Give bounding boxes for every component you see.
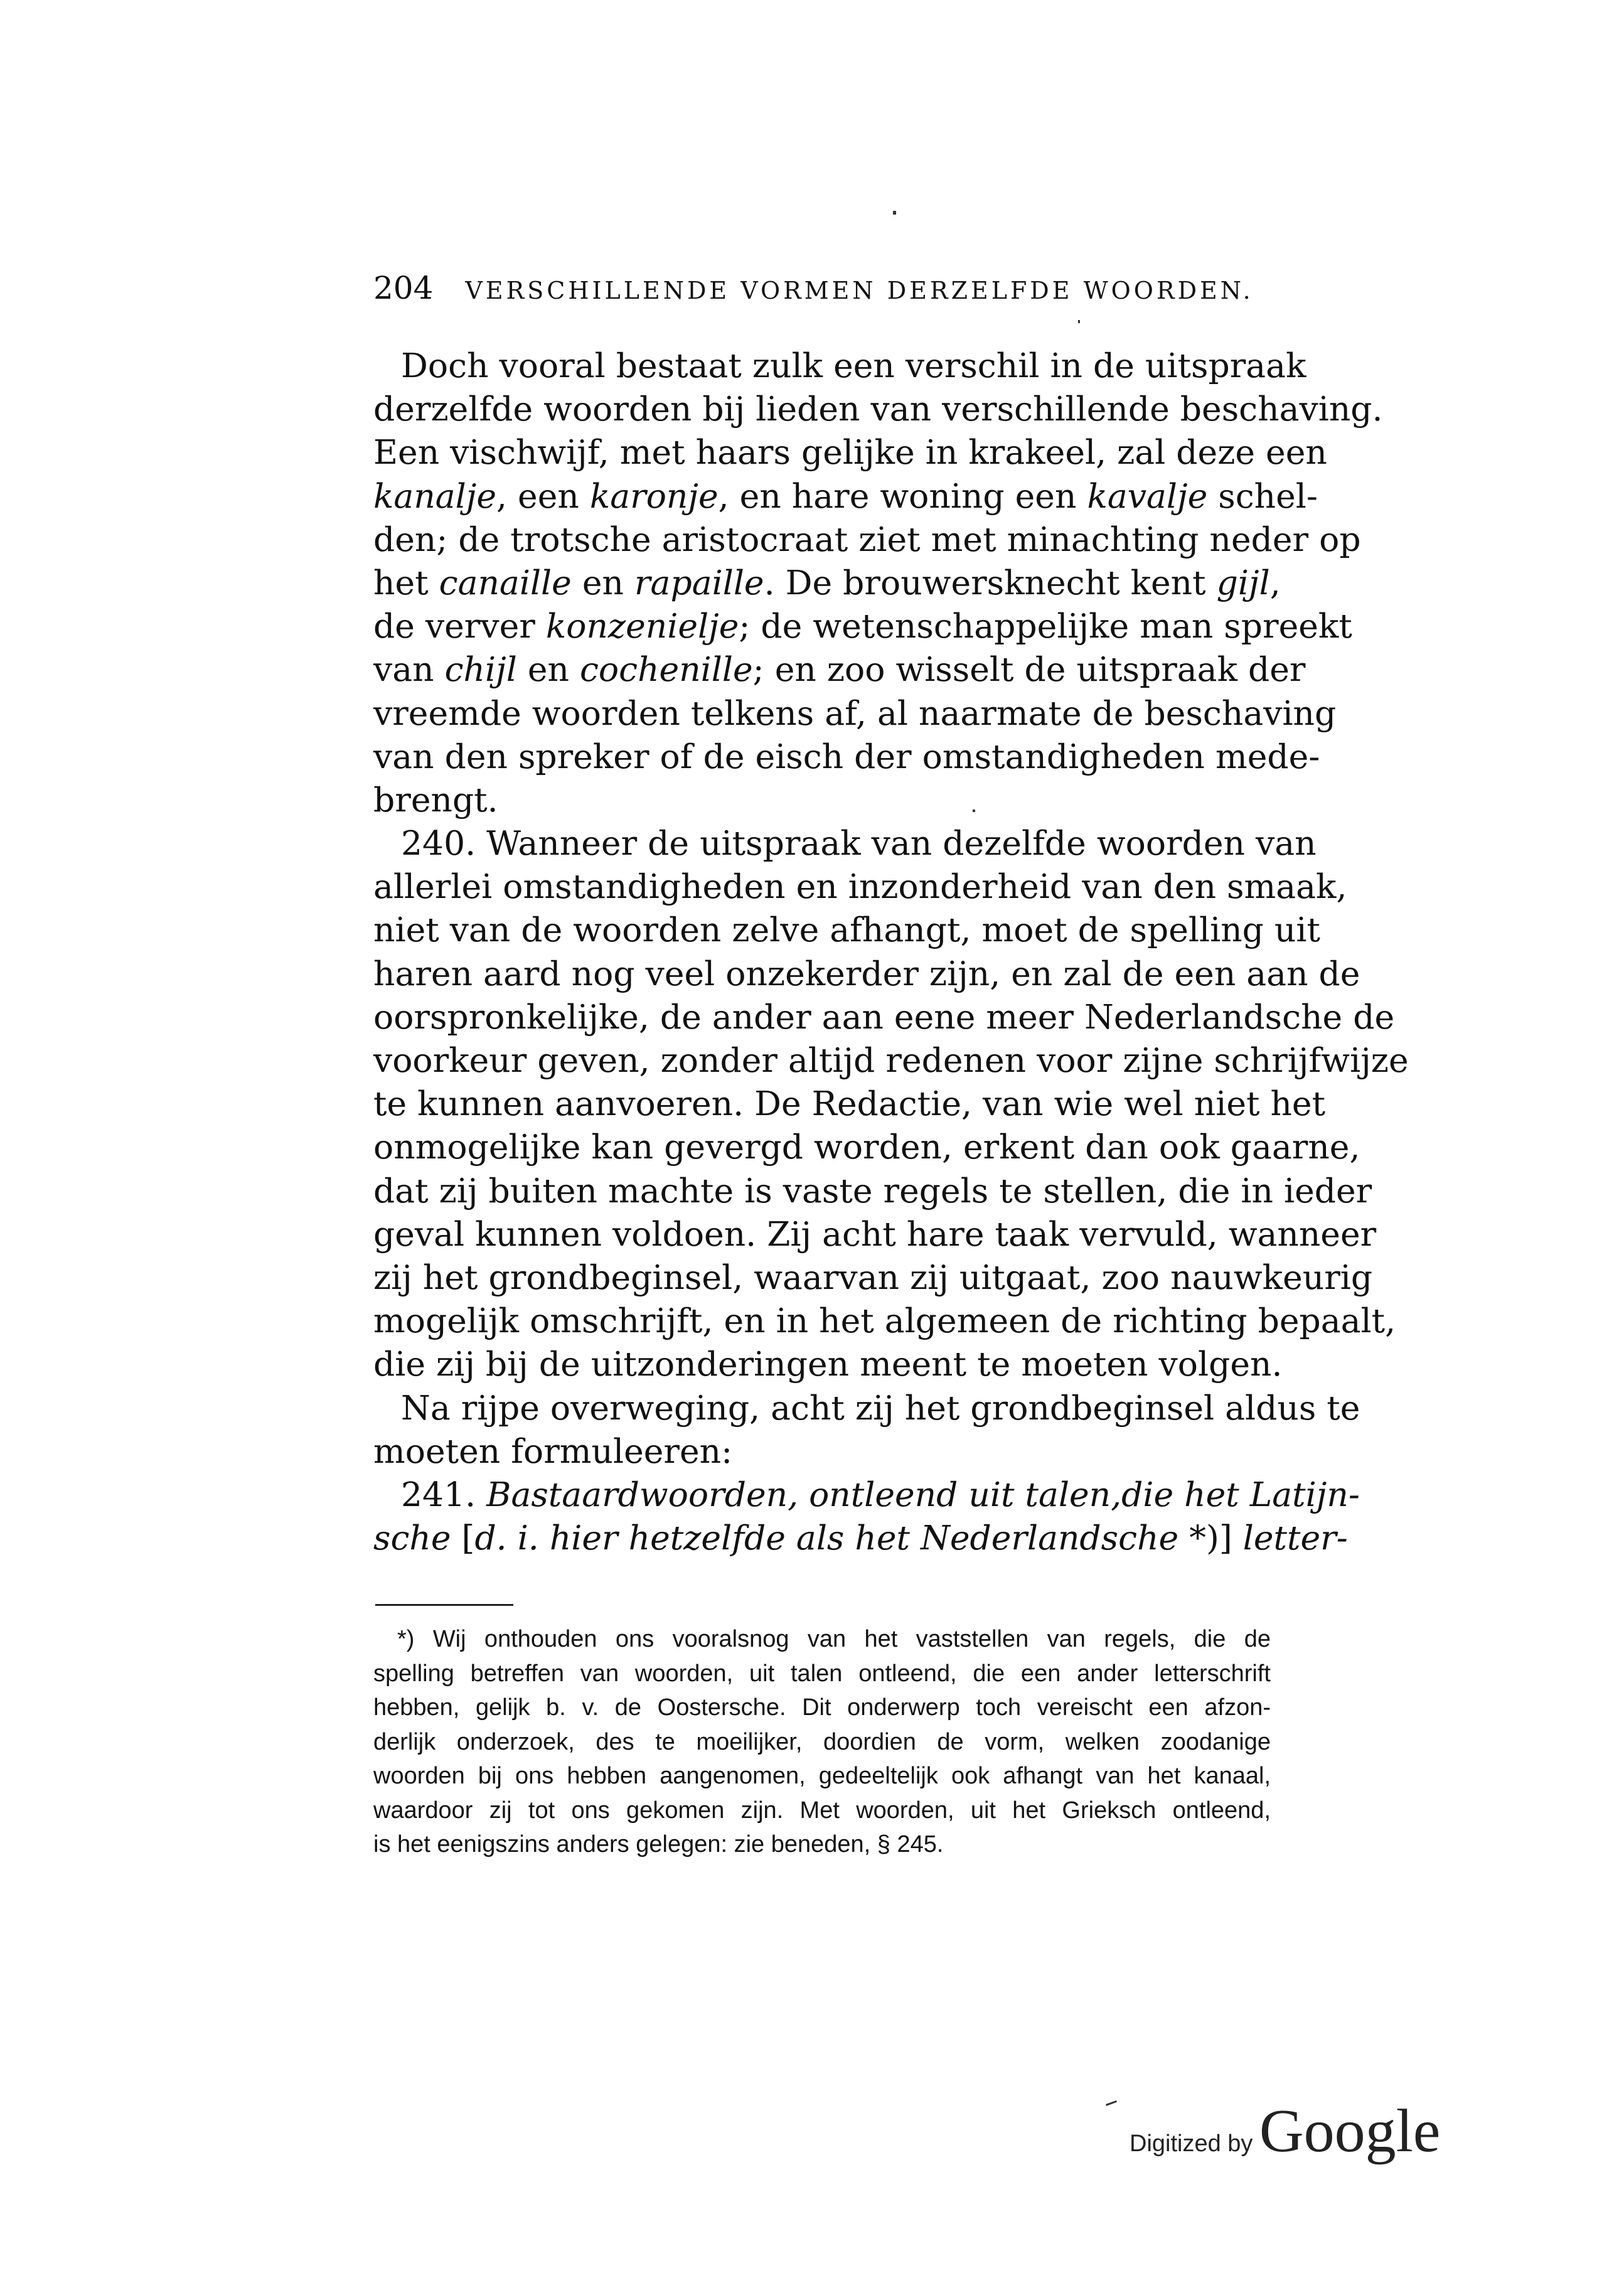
- text-line: vreemde woorden telkens af, al naarmate de beschaving: [373, 693, 1337, 733]
- italic-word: konzenielje: [545, 606, 739, 646]
- text-line: dat zij buiten machte is vaste regels te stellen, die in ieder: [373, 1170, 1372, 1211]
- italic-word: rapaille: [634, 562, 764, 602]
- scan-mark: [1106, 2100, 1117, 2106]
- text-line: allerlei omstandigheden en inzonderheid van den smaak,: [373, 867, 1347, 907]
- text-line: die zij bij de uitzonderingen meent te moeten volgen.: [373, 1344, 1283, 1384]
- text-line: voorkeur geven, zonder altijd redenen voor zijne schrijfwijze: [373, 1040, 1409, 1080]
- speck-mark: [1078, 320, 1080, 323]
- text-line: van den spreker of de eisch der omstandigheden mede-: [373, 736, 1320, 776]
- text-line: den; de trotsche aristocraat ziet met minachting neder op: [373, 519, 1361, 559]
- text-line: Na rijpe overweging, acht zij het grondbeginsel aldus te: [401, 1387, 1360, 1428]
- text-line: oorspronkelijke, de ander aan eene meer Nederlandsche de: [373, 997, 1395, 1037]
- text-line: derzelfde woorden bij lieden van verschillende beschaving.: [373, 389, 1383, 429]
- footnote-line: is het eenigszins anders gelegen: zie beneden, § 245.: [373, 1831, 944, 1858]
- text-line: moeten formuleeren:: [373, 1431, 733, 1471]
- running-header: [373, 270, 1254, 306]
- italic-rule-text: Bastaardwoorden, ontleend uit talen,die het Latijn-: [486, 1474, 1360, 1514]
- italic-word: cochenille: [579, 650, 753, 690]
- italic-word: chijl: [444, 650, 517, 690]
- footnote-rule: [375, 1604, 513, 1606]
- footnote-line: derlijk onderzoek, des te moeilijker, doordien de vorm, welken zoodanige: [373, 1728, 1271, 1755]
- text-line: Doch vooral bestaat zulk een verschil in de uitspraak: [401, 346, 1306, 385]
- google-logo: Google: [1259, 2097, 1441, 2165]
- text-line: niet van de woorden zelve afhangt, moet de spelling uit: [373, 910, 1320, 950]
- text-line: de verver konzenielje; de wetenschappelijke man spreekt: [373, 606, 1352, 646]
- text-line: haren aard nog veel onzekerder zijn, en zal de een aan de: [373, 953, 1360, 993]
- text-line: het canaille en rapaille. De brouwersknecht kent gijl,: [373, 562, 1281, 602]
- italic-word: kavalje: [1087, 476, 1208, 516]
- text-line: van chijl en cochenille; en zoo wisselt de uitspraak der: [373, 650, 1306, 690]
- italic-word: gijl: [1216, 562, 1270, 602]
- speck-mark: [893, 211, 896, 215]
- text-line: kanalje, een karonje, en hare woning een kavalje schel-: [373, 476, 1318, 516]
- text-line: Een vischwijf, met haars gelijke in krakeel, zal deze een: [373, 432, 1327, 473]
- text-line: 241. Bastaardwoorden, ontleend uit talen,die het Latijn-: [401, 1474, 1360, 1514]
- main-text: [373, 344, 1409, 1559]
- text-line: brengt.: [373, 779, 498, 820]
- footnote-reference: *)]: [1178, 1518, 1243, 1558]
- digitized-by-label: Digitized by: [1130, 2130, 1253, 2157]
- digitized-by-google-watermark: [1130, 2096, 1440, 2166]
- text-line: zij het grondbeginsel, waarvan zij uitgaat, zoo nauwkeurig: [373, 1257, 1373, 1297]
- text-line: 240. Wanneer de uitspraak van dezelfde woorden van: [401, 823, 1317, 863]
- page-number: 204: [373, 270, 434, 306]
- text-line: mogelijk omschrijft, en in het algemeen de richting bepaalt,: [373, 1301, 1396, 1341]
- footnote-line: spelling betreffen van woorden, uit talen ontleend, die een ander letterschrift: [373, 1660, 1271, 1687]
- footnote-line: hebben, gelijk b. v. de Oostersche. Dit onderwerp toch vereischt een afzon-: [373, 1694, 1271, 1721]
- text-line: onmogelijke kan gevergd worden, erkent dan ook gaarne,: [373, 1127, 1360, 1167]
- italic-word: kanalje: [373, 476, 497, 516]
- italic-word: canaille: [439, 562, 572, 602]
- text-line: geval kunnen voldoen. Zij acht hare taak vervuld, wanneer: [373, 1214, 1377, 1254]
- footnote-line: *) Wij onthouden ons vooralsnog van het vaststellen van regels, die de: [397, 1626, 1271, 1652]
- footnote: [373, 1622, 1271, 1862]
- footnote-line: woorden bij ons hebben aangenomen, gedeeltelijk ook afhangt van het kanaal,: [373, 1763, 1271, 1789]
- text-line: te kunnen aanvoeren. De Redactie, van wie wel niet het: [373, 1084, 1326, 1124]
- running-title: VERSCHILLENDE VORMEN DERZELFDE WOORDEN.: [465, 277, 1254, 304]
- footnote-line: waardoor zij tot ons gekomen zijn. Met woorden, uit het Grieksch ontleend,: [373, 1797, 1271, 1824]
- text-line: sche [d. i. hier hetzelfde als het Nederlandsche *)] letter-: [373, 1518, 1348, 1558]
- italic-word: karonje: [589, 476, 719, 516]
